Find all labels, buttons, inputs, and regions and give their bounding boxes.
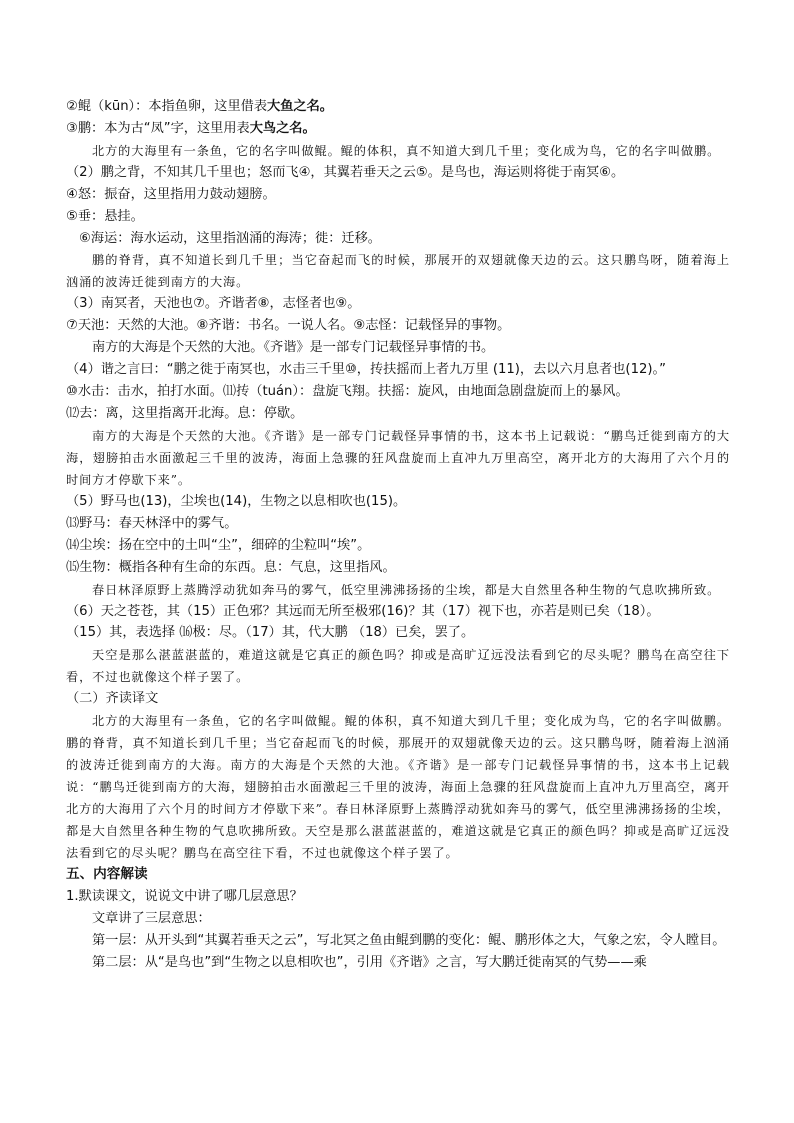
section-heading: 五、内容解读: [66, 866, 148, 883]
original-text-3: （3）南冥者，天池也⑦。齐谐者⑧，志怪者也⑨。: [66, 296, 361, 312]
note-chui: ⑤垂：悬挂。: [66, 208, 144, 224]
note-kun-text: ②鲲（kūn）：本指鱼卵，这里借表: [66, 99, 268, 114]
note-shuiji: ⑩水击：击水，拍打水面。⑾抟（tuán）：盘旋飞翔。扶摇：旋风，由地面急剧盘旋而上的暴风。: [66, 384, 629, 400]
full-translation: 北方的大海里有一条鱼，它的名字叫做鲲。鲲的体积，真不知道大到几千里；变化成为鸟，它的名字叫做鹏。鹏的脊背，真不知道长到几千里；当它奋起而飞的时候，那展开的双翅就像天边的云。这只鹏鸟呀，随着海上汹涌的波涛迁徙到南方的大海。南方的大海是个天然的大池。《齐谐》是一部专门记载怪异事情的书，这本书上记载说：“鹏鸟迁徙到南方的大海，翅膀拍击水面激起三千里的波涛，海面上急骤的狂风盘旋而上直冲九万里高空，离开北方的大海用了六个月的时间方才停歇下来”。春日林泽原野上蒸腾浮动犹如奔马的雾气，低空里沸沸扬扬的尘埃，都是大自然里各种生物的气息吹拂所致。天空是那么湛蓝湛蓝的，难道这就是它真正的颜色吗？抑或是高旷辽远没法看到它的尽头呢？鹏鸟在高空往下看，不过也就像这个样子罢了。: [66, 714, 730, 861]
original-text-5: （5）野马也(13)，尘埃也(14)，生物之以息相吹也(15)。: [66, 493, 407, 509]
subsection-heading: （二）齐读译文: [66, 691, 159, 707]
document-page: [66, 96, 730, 974]
translation-paragraph-5: 春日林泽原野上蒸腾浮动犹如奔马的雾气，低空里沸沸扬扬的尘埃，都是大自然里各种生物的气息吹拂所致。: [92, 582, 721, 597]
translation-paragraph-2: 鹏的脊背，真不知道长到几千里；当它奋起而飞的时候，那展开的双翅就像天边的云。这只鹏鸟呀，随着海上汹涌的波涛迁徙到南方的大海。: [66, 253, 730, 290]
note-peng: [66, 118, 730, 140]
note-peng-emphasis: 大鸟之名。: [249, 120, 316, 136]
answer-intro: 文章讲了三层意思：: [92, 911, 211, 927]
translation-paragraph-4: 南方的大海是个天然的大池。《齐谐》是一部专门记载怪异事情的书，这本书上记载说：“鹏鸟迁徙到南方的大海，翅膀拍击水面激起三千里的波涛，海面上急骤的狂风盘旋而上直冲九万里高空，离开北方的大海用了六个月的时间方才停歇下来”。: [66, 428, 730, 487]
original-text-2: （2）鹏之背，不知其几千里也；怒而飞④，其翼若垂天之云⑤。是鸟也，海运则将徙于南冥⑥。: [66, 164, 625, 180]
note-kun: [66, 96, 730, 118]
answer-layer-1: 第一层：从开头到“其翼若垂天之云”，写北冥之鱼由鲲到鹏的变化：鲲、鹏形体之大，气象之宏，令人瞠目。: [92, 932, 726, 948]
original-text-6: （6）天之苍苍，其（15）正色邪？其远而无所至极邪(16)？其（17）视下也，亦若是则已矣（18）。: [66, 603, 660, 619]
translation-paragraph-3: 南方的大海是个天然的大池。《齐谐》是一部专门记载怪异事情的书。: [92, 340, 495, 356]
note-haiyun: ⑥海运：海水运动，这里指汹涌的海涛；徙：迁移。: [79, 230, 381, 246]
note-yema: ⒀野马：春天林泽中的雾气。: [66, 515, 238, 531]
note-peng-text: ③鹏：本为古“凤”字，这里用表: [66, 120, 250, 136]
note-qu: ⑿去：离，这里指离开北海。息：停歇。: [66, 405, 304, 421]
note-tianchi: ⑦天池：天然的大池。⑧齐谐：书名。一说人名。⑨志怪：记载怪异的事物。: [66, 318, 511, 334]
note-kun-emphasis: 大鱼之名。: [267, 99, 333, 114]
question-1: 1.默读课文，说说文中讲了哪几层意思？: [66, 889, 303, 905]
note-qi: （15）其，表选择 ⒃极：尽。（17）其，代大鹏 （18）已矣，罢了。: [66, 625, 475, 641]
note-shengwu: ⒂生物：概指各种有生命的东西。息：气息，这里指风。: [66, 559, 396, 575]
translation-paragraph-1: 北方的大海里有一条鱼，它的名字叫做鲲。鲲的体积，真不知道大到几千里；变化成为鸟，它的名字叫做鹏。: [92, 143, 721, 158]
note-chenai: ⒁尘埃：扬在空中的土叫“尘”，细碎的尘粒叫“埃”。: [66, 537, 371, 553]
note-nu: ④怒：振奋，这里指用力鼓动翅膀。: [66, 186, 276, 202]
answer-layer-2: 第二层：从“是鸟也”到“生物之以息相吹也”，引用《齐谐》之言，写大鹏迁徙南冥的气势——乘: [92, 954, 647, 970]
original-text-4: （4）谐之言曰：“鹏之徙于南冥也，水击三千里⑩，抟扶摇而上者九万里 (11)，去以六月息者也(12)。”: [66, 362, 666, 378]
translation-paragraph-6: 天空是那么湛蓝湛蓝的，难道这就是它真正的颜色吗？抑或是高旷辽远没法看到它的尽头呢？鹏鸟在高空往下看，不过也就像这个样子罢了。: [66, 648, 730, 685]
